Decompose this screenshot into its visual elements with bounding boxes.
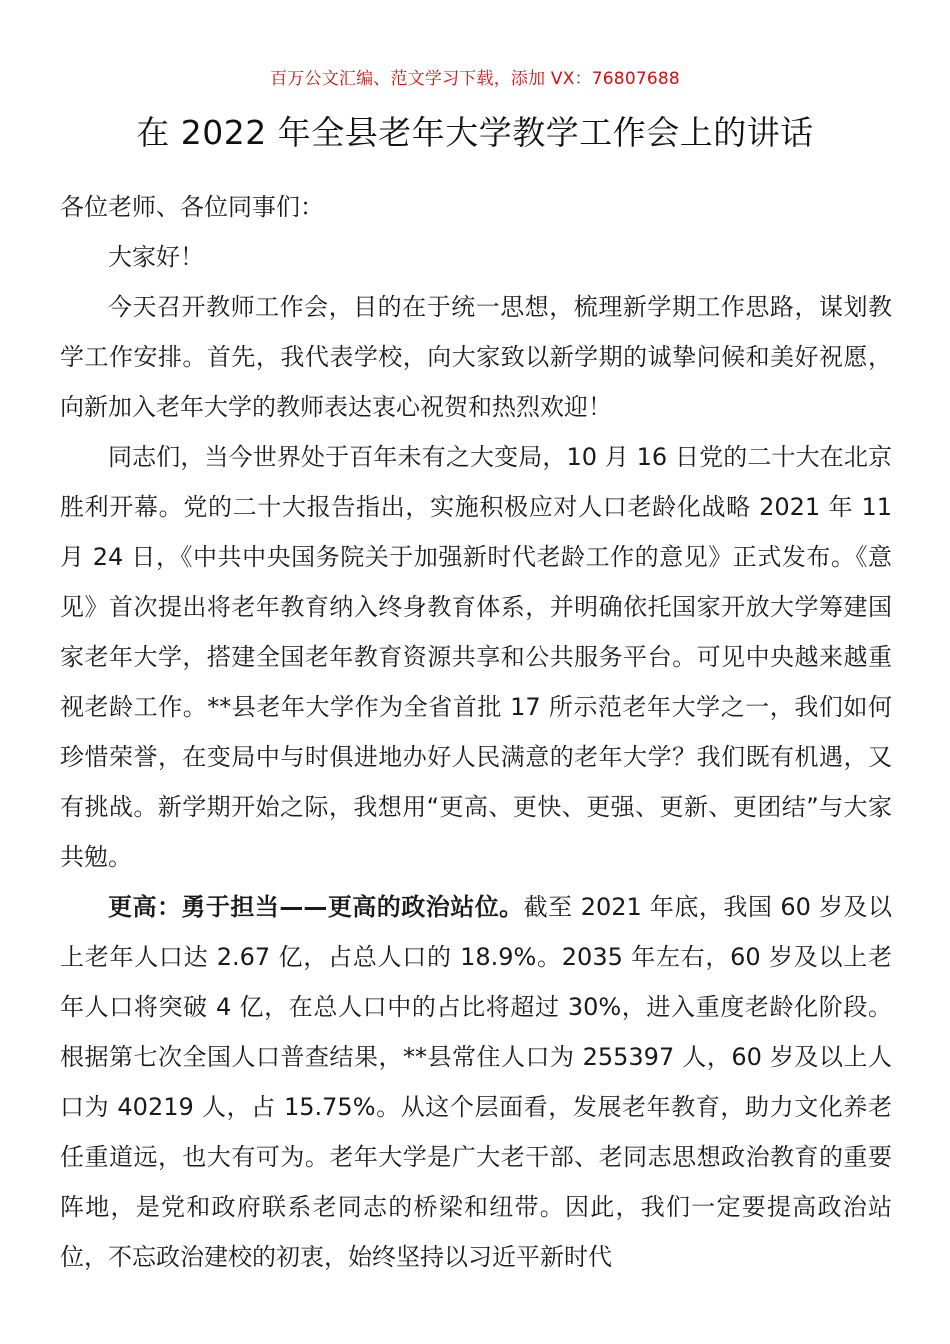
greeting: 大家好！ bbox=[108, 243, 204, 271]
paragraph-opening: 今天召开教师工作会，目的在于统一思想，梳理新学期工作思路，谋划教学工作安排。首先，我代表学校，向大家致以新学期的诚挚问候和美好祝愿，向新加入老年大学的教师表达衷心祝贺和热烈欢迎！ bbox=[60, 293, 892, 421]
paragraph-higher bbox=[60, 882, 892, 1282]
paragraph-context: 同志们，当今世界处于百年未有之大变局，10 月 16 日党的二十大在北京胜利开幕。党的二十大报告指出，实施积极应对人口老龄化战略 2021 年 11 月 24 日，《中共中央国务院关于加强新时代老龄工作的意见》正式发布。《意见》首次提出将老年教育纳入终身教育体系，并明确依托国家开放大学筹建国家老年大学，搭建全国老年教育资源共享和公共服务平台。可见中央越来越重视老龄工作。**县老年大学作为全省首批 17 所示范老年大学之一，我们如何珍惜荣誉，在变局中与时俱进地办好人民满意的老年大学？我们既有机遇，又有挑战。新学期开始之际，我想用“更高、更快、更强、更新、更团结”与大家共勉。 bbox=[60, 443, 892, 871]
watermark-banner: 百万公文汇编、范文学习下载，添加 VX：76807688 bbox=[270, 69, 680, 89]
section-text: 截至 2021 年底，我国 60 岁及以上老年人口达 2.67 亿，占总人口的 18.9%。2035 年左右，60 岁及以上老年人口将突破 4 亿，在总人口中的占比将超过 30%，进入重度老龄化阶段。根据第七次全国人口普查结果，**县常住人口为 255397 人，60 岁及以上人口为 40219 人，占 15.75%。从这个层面看，发展老年教育，助力文化养老任重道远，也大有可为。老年大学是广大老干部、老同志思想政治教育的重要阵地，是党和政府联系老同志的桥梁和纽带。因此，我们一定要提高政治站位，不忘政治建校的初衷，始终坚持以习近平新时代 bbox=[60, 893, 893, 1271]
section-heading: 更高：勇于担当——更高的政治站位。 bbox=[108, 893, 524, 921]
salutation: 各位老师、各位同事们： bbox=[60, 193, 324, 221]
page-title: 在 2022 年全县老年大学教学工作会上的讲话 bbox=[136, 113, 814, 152]
document-body bbox=[60, 182, 892, 1282]
